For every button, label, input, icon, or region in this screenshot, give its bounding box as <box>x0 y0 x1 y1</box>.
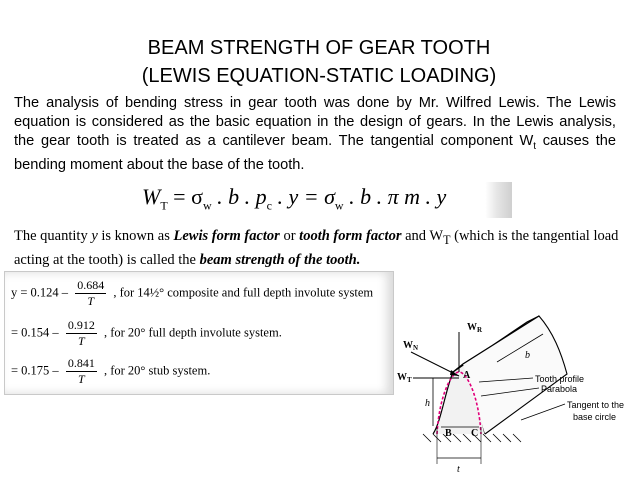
title-line-1: BEAM STRENGTH OF GEAR TOOTH <box>147 37 491 59</box>
lewis-factor-row-2 <box>11 318 282 349</box>
b-point-label: B <box>445 428 452 439</box>
lewis-equation-image <box>132 182 512 218</box>
parabola-label: Parabola <box>541 384 578 394</box>
intro-text-b: causes the bending moment about the base of the tooth. <box>14 133 616 173</box>
eq-part-3: . y = σ <box>271 184 335 209</box>
row1-den: T <box>87 294 95 308</box>
row2-fraction <box>66 318 97 349</box>
lewis-equation <box>142 184 446 213</box>
wt-label: $W_T$ <box>397 372 412 384</box>
row2-num: 0.912 <box>67 318 95 332</box>
row3-den: T <box>77 372 85 386</box>
eq-lhs: W <box>142 184 161 209</box>
wr-label: $W_R$ <box>467 322 483 334</box>
row2-prefix: = 0.154 – <box>11 325 59 340</box>
title-line-2: (LEWIS EQUATION-STATIC LOADING) <box>141 65 497 87</box>
q-lewis-form-factor: Lewis form factor <box>173 228 280 244</box>
tangent-leader <box>521 404 565 420</box>
row1-fraction <box>75 278 106 309</box>
eq-part-2: . b . p <box>211 184 267 209</box>
eq-sub-w-1: w <box>202 198 212 213</box>
q-text-4: and W <box>401 228 444 244</box>
gear-tooth-diagram <box>393 312 638 478</box>
q-y: y <box>91 228 98 244</box>
row2-den: T <box>77 334 85 348</box>
row3-num: 0.841 <box>67 356 95 370</box>
q-text-5: (which is the tangential load acting at the tooth) is called the <box>14 228 619 268</box>
t-label: t <box>457 464 460 475</box>
lewis-factor-row-1 <box>11 278 373 309</box>
row2-desc: , for 20° full depth involute system. <box>103 325 282 340</box>
form-factor-description <box>14 226 634 270</box>
row3-fraction <box>66 356 97 387</box>
wn-label: $W_N$ <box>403 340 419 352</box>
h-label: h <box>425 398 430 409</box>
eq-sub-w-2: w <box>334 198 344 213</box>
lewis-factor-row-3 <box>11 356 210 387</box>
tangent-label-1: Tangent to the <box>567 400 625 410</box>
intro-text-a: The analysis of bending stress in gear tooth was done by Mr. Wilfred Lewis. The Lewis equation is considered as the basic equation in the design of gears. In the Lewis analysis, the gear tooth is treated as a cantilever beam. The tangential component W <box>14 95 616 149</box>
b-label: b <box>525 350 530 361</box>
intro-subscript: t <box>533 140 537 152</box>
row1-num: 0.684 <box>77 278 105 292</box>
q-beam-strength: beam strength of the tooth. <box>199 251 361 268</box>
tangent-label-2: base circle <box>573 412 617 422</box>
eq-lhs-sub: T <box>160 198 168 213</box>
lewis-factor-formulas <box>4 271 394 395</box>
intro-paragraph <box>14 94 616 175</box>
a-label: A <box>463 370 471 381</box>
eq-part-1: = σ <box>167 184 203 209</box>
slide-title <box>0 34 638 90</box>
row3-desc: , for 20° stub system. <box>103 363 211 378</box>
c-point-label: C <box>471 428 479 439</box>
row1-prefix: y = 0.124 – <box>11 285 69 300</box>
tooth-profile-label: Tooth profile <box>535 374 585 384</box>
q-text-2: is known as <box>97 228 174 244</box>
row1-desc: , for 14½° composite and full depth involute system <box>113 285 374 300</box>
q-text-3: or <box>279 228 300 244</box>
eq-part-4: . b . π m . y <box>343 184 447 209</box>
eq-sub-c: c <box>266 198 272 213</box>
q-wsub: T <box>443 232 451 247</box>
row3-prefix: = 0.175 – <box>11 363 59 378</box>
q-tooth-form-factor: tooth form factor <box>299 228 402 244</box>
q-text-1: The quantity <box>14 228 92 244</box>
